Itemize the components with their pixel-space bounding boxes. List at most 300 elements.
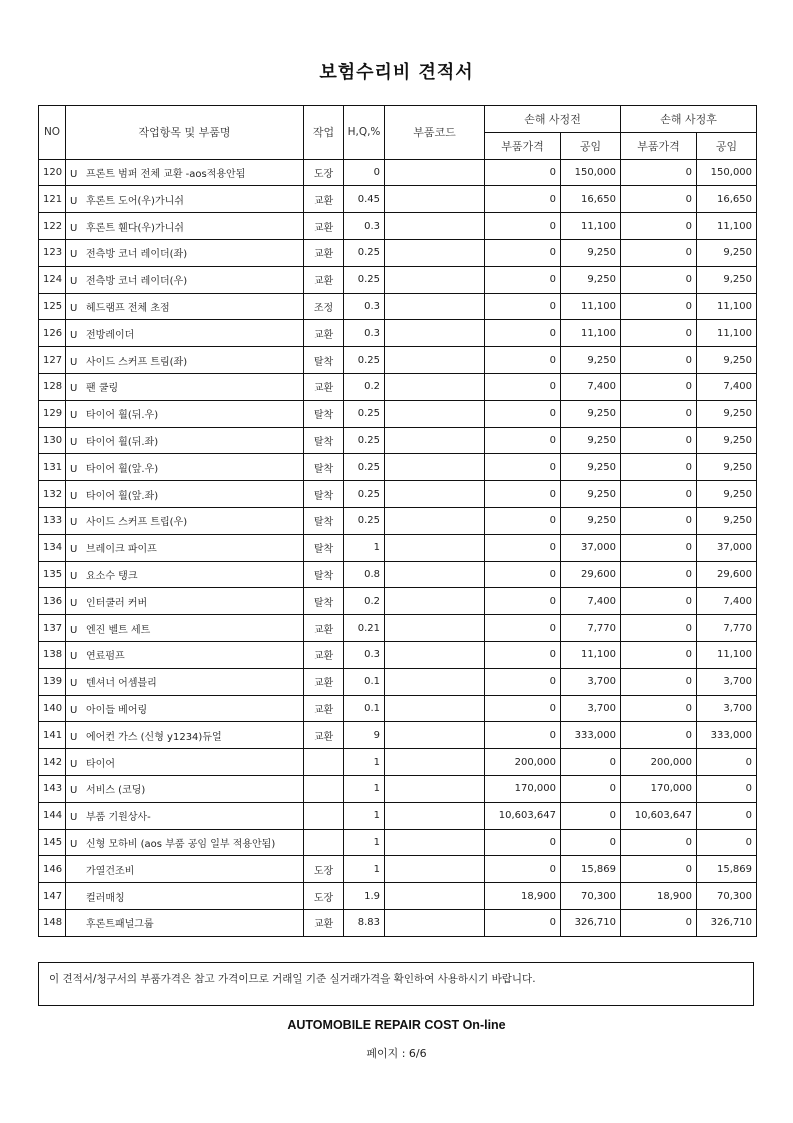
before-labor: 9,250 xyxy=(561,427,621,454)
after-labor: 37,000 xyxy=(697,534,757,561)
table-row xyxy=(39,454,757,481)
after-labor: 15,869 xyxy=(697,856,757,883)
item-name xyxy=(66,883,304,910)
before-part-price: 0 xyxy=(485,266,561,293)
item-name-text: 팬 쿨링 xyxy=(86,383,119,395)
table-row xyxy=(39,802,757,829)
item-name xyxy=(66,481,304,508)
item-name xyxy=(66,454,304,481)
update-flag: U xyxy=(70,302,78,314)
part-code xyxy=(385,722,485,749)
item-name xyxy=(66,829,304,856)
before-labor: 11,100 xyxy=(561,641,621,668)
item-name xyxy=(66,159,304,186)
item-name xyxy=(66,668,304,695)
work-type: 교환 xyxy=(304,266,344,293)
work-type: 교환 xyxy=(304,668,344,695)
table-row xyxy=(39,588,757,615)
before-part-price: 0 xyxy=(485,347,561,374)
table-row xyxy=(39,373,757,400)
work-type: 탈착 xyxy=(304,347,344,374)
table-row xyxy=(39,213,757,240)
row-number: 121 xyxy=(39,186,66,213)
update-flag: U xyxy=(70,249,78,261)
table-row xyxy=(39,695,757,722)
part-code xyxy=(385,829,485,856)
part-code xyxy=(385,266,485,293)
item-name-text: 전방레이더 xyxy=(86,329,135,341)
row-number: 130 xyxy=(39,427,66,454)
hq-value: 0.21 xyxy=(344,615,385,642)
before-part-price: 0 xyxy=(485,320,561,347)
before-labor: 9,250 xyxy=(561,507,621,534)
after-labor: 150,000 xyxy=(697,159,757,186)
header-no: NO xyxy=(39,106,66,160)
table-header xyxy=(39,106,757,160)
update-flag: U xyxy=(70,785,78,797)
item-name xyxy=(66,749,304,776)
part-code xyxy=(385,159,485,186)
after-part-price: 0 xyxy=(621,239,697,266)
before-part-price: 0 xyxy=(485,481,561,508)
item-name xyxy=(66,615,304,642)
update-flag: U xyxy=(70,329,78,341)
hq-value: 1 xyxy=(344,829,385,856)
after-labor: 7,400 xyxy=(697,373,757,400)
before-labor: 11,100 xyxy=(561,213,621,240)
hq-value: 1 xyxy=(344,775,385,802)
after-part-price: 0 xyxy=(621,293,697,320)
after-part-price: 0 xyxy=(621,909,697,936)
after-labor: 7,770 xyxy=(697,615,757,642)
hq-value: 0.3 xyxy=(344,213,385,240)
table-row xyxy=(39,883,757,910)
before-labor: 333,000 xyxy=(561,722,621,749)
update-flag: U xyxy=(70,490,78,502)
item-name-text: 전측방 코너 레이더(우) xyxy=(86,276,188,288)
update-flag: U xyxy=(70,597,78,609)
update-flag: U xyxy=(70,812,78,824)
after-part-price: 200,000 xyxy=(621,749,697,776)
after-labor: 11,100 xyxy=(697,213,757,240)
part-code xyxy=(385,454,485,481)
footer-brand: AUTOMOBILE REPAIR COST On-line xyxy=(287,1018,506,1032)
update-flag: U xyxy=(70,195,78,207)
item-name xyxy=(66,775,304,802)
after-part-price: 0 xyxy=(621,266,697,293)
part-code xyxy=(385,561,485,588)
update-flag: U xyxy=(70,544,78,556)
after-part-price: 0 xyxy=(621,561,697,588)
before-part-price: 0 xyxy=(485,213,561,240)
item-name xyxy=(66,695,304,722)
row-number: 128 xyxy=(39,373,66,400)
part-code xyxy=(385,802,485,829)
before-labor: 0 xyxy=(561,775,621,802)
item-name xyxy=(66,186,304,213)
header-before-labor: 공임 xyxy=(561,132,621,159)
item-name-text: 서비스 (코딩) xyxy=(86,785,146,797)
part-code xyxy=(385,186,485,213)
update-flag: U xyxy=(70,436,78,448)
before-part-price: 0 xyxy=(485,561,561,588)
before-labor: 326,710 xyxy=(561,909,621,936)
after-part-price: 0 xyxy=(621,588,697,615)
part-code xyxy=(385,347,485,374)
after-labor: 9,250 xyxy=(697,347,757,374)
row-number: 143 xyxy=(39,775,66,802)
table-row xyxy=(39,347,757,374)
after-labor: 29,600 xyxy=(697,561,757,588)
after-labor: 11,100 xyxy=(697,641,757,668)
before-labor: 37,000 xyxy=(561,534,621,561)
table-row xyxy=(39,481,757,508)
table-row xyxy=(39,159,757,186)
part-code xyxy=(385,641,485,668)
hq-value: 0 xyxy=(344,159,385,186)
item-name-text: 사이드 스커프 트립(우) xyxy=(86,517,188,529)
item-name-text: 텐셔너 어셈블리 xyxy=(86,678,157,690)
row-number: 129 xyxy=(39,400,66,427)
item-name-text: 에어컨 가스 (신형 y1234)듀얼 xyxy=(86,731,222,743)
row-number: 136 xyxy=(39,588,66,615)
after-part-price: 0 xyxy=(621,722,697,749)
before-part-price: 10,603,647 xyxy=(485,802,561,829)
work-type: 교환 xyxy=(304,615,344,642)
part-code xyxy=(385,909,485,936)
before-part-price: 0 xyxy=(485,239,561,266)
after-part-price: 0 xyxy=(621,347,697,374)
item-name-text: 가열건조비 xyxy=(86,865,135,877)
after-part-price: 0 xyxy=(621,829,697,856)
item-name-text: 연료펌프 xyxy=(86,651,125,663)
after-labor: 3,700 xyxy=(697,695,757,722)
after-labor: 326,710 xyxy=(697,909,757,936)
header-before-assessment: 손해 사정전 xyxy=(485,106,621,133)
row-number: 148 xyxy=(39,909,66,936)
part-code xyxy=(385,507,485,534)
update-flag: U xyxy=(70,383,78,395)
before-part-price: 0 xyxy=(485,856,561,883)
work-type: 탈착 xyxy=(304,534,344,561)
before-labor: 16,650 xyxy=(561,186,621,213)
row-number: 140 xyxy=(39,695,66,722)
hq-value: 0.25 xyxy=(344,427,385,454)
after-labor: 9,250 xyxy=(697,481,757,508)
before-labor: 7,770 xyxy=(561,615,621,642)
work-type: 교환 xyxy=(304,722,344,749)
hq-value: 0.25 xyxy=(344,481,385,508)
after-part-price: 0 xyxy=(621,427,697,454)
before-part-price: 18,900 xyxy=(485,883,561,910)
before-part-price: 0 xyxy=(485,909,561,936)
update-flag: U xyxy=(70,678,78,690)
row-number: 127 xyxy=(39,347,66,374)
before-part-price: 0 xyxy=(485,641,561,668)
update-flag: U xyxy=(70,463,78,475)
header-work: 작업 xyxy=(304,106,344,160)
part-code xyxy=(385,239,485,266)
after-labor: 9,250 xyxy=(697,454,757,481)
item-name xyxy=(66,266,304,293)
work-type: 교환 xyxy=(304,695,344,722)
hq-value: 0.3 xyxy=(344,320,385,347)
row-number: 122 xyxy=(39,213,66,240)
work-type: 도장 xyxy=(304,856,344,883)
table-row xyxy=(39,266,757,293)
before-labor: 0 xyxy=(561,829,621,856)
after-labor: 0 xyxy=(697,829,757,856)
part-code xyxy=(385,775,485,802)
item-name xyxy=(66,213,304,240)
item-name xyxy=(66,347,304,374)
item-name-text: 타이어 휠(앞.좌) xyxy=(86,490,159,502)
work-type: 탈착 xyxy=(304,454,344,481)
work-type: 교환 xyxy=(304,213,344,240)
item-name xyxy=(66,802,304,829)
part-code xyxy=(385,427,485,454)
row-number: 144 xyxy=(39,802,66,829)
item-name xyxy=(66,722,304,749)
header-item: 작업항목 및 부품명 xyxy=(66,106,304,160)
table-row xyxy=(39,561,757,588)
part-code xyxy=(385,615,485,642)
hq-value: 0.25 xyxy=(344,454,385,481)
hq-value: 8.83 xyxy=(344,909,385,936)
hq-value: 9 xyxy=(344,722,385,749)
work-type: 도장 xyxy=(304,159,344,186)
item-name-text: 엔진 벨트 세트 xyxy=(86,624,151,636)
after-part-price: 0 xyxy=(621,534,697,561)
table-row xyxy=(39,668,757,695)
row-number: 139 xyxy=(39,668,66,695)
after-labor: 9,250 xyxy=(697,239,757,266)
item-name-text: 헤드램프 전체 초점 xyxy=(86,302,170,314)
before-part-price: 0 xyxy=(485,293,561,320)
update-flag: U xyxy=(70,222,78,234)
before-labor: 0 xyxy=(561,749,621,776)
before-part-price: 0 xyxy=(485,373,561,400)
table-row xyxy=(39,534,757,561)
before-labor: 3,700 xyxy=(561,695,621,722)
item-name-text: 전측방 코너 레이더(좌) xyxy=(86,249,188,261)
update-flag: U xyxy=(70,276,78,288)
work-type: 교환 xyxy=(304,186,344,213)
after-part-price: 0 xyxy=(621,159,697,186)
after-part-price: 0 xyxy=(621,400,697,427)
table-row xyxy=(39,775,757,802)
before-labor: 11,100 xyxy=(561,320,621,347)
table-row xyxy=(39,749,757,776)
before-part-price: 0 xyxy=(485,454,561,481)
price-notice: 이 견적서/청구서의 부품가격은 참고 가격이므로 거래일 기준 실거래가격을 확인하여 사용하시기 바랍니다. xyxy=(38,962,754,1006)
hq-value: 0.25 xyxy=(344,266,385,293)
before-labor: 9,250 xyxy=(561,454,621,481)
after-part-price: 0 xyxy=(621,213,697,240)
table-row xyxy=(39,427,757,454)
item-name xyxy=(66,507,304,534)
before-part-price: 0 xyxy=(485,400,561,427)
before-part-price: 0 xyxy=(485,668,561,695)
row-number: 123 xyxy=(39,239,66,266)
hq-value: 1 xyxy=(344,534,385,561)
after-labor: 11,100 xyxy=(697,293,757,320)
table-row xyxy=(39,507,757,534)
work-type xyxy=(304,802,344,829)
item-name-text: 타이어 휠(앞.우) xyxy=(86,463,159,475)
hq-value: 0.1 xyxy=(344,668,385,695)
header-after-assessment: 손해 사정후 xyxy=(621,106,757,133)
item-name xyxy=(66,909,304,936)
after-part-price: 18,900 xyxy=(621,883,697,910)
row-number: 145 xyxy=(39,829,66,856)
before-labor: 9,250 xyxy=(561,481,621,508)
item-name xyxy=(66,320,304,347)
item-name-text: 사이드 스커프 트림(좌) xyxy=(86,356,188,368)
part-code xyxy=(385,668,485,695)
before-labor: 7,400 xyxy=(561,588,621,615)
work-type: 교환 xyxy=(304,909,344,936)
table-row xyxy=(39,320,757,347)
row-number: 125 xyxy=(39,293,66,320)
before-labor: 70,300 xyxy=(561,883,621,910)
before-part-price: 170,000 xyxy=(485,775,561,802)
item-name-text: 요소수 탱크 xyxy=(86,570,138,582)
table-row xyxy=(39,829,757,856)
row-number: 135 xyxy=(39,561,66,588)
header-hq: H,Q,% xyxy=(344,106,385,160)
after-labor: 0 xyxy=(697,775,757,802)
item-name-text: 타이어 휠(뒤.좌) xyxy=(86,436,159,448)
work-type: 도장 xyxy=(304,883,344,910)
hq-value: 1.9 xyxy=(344,883,385,910)
item-name xyxy=(66,373,304,400)
hq-value: 0.25 xyxy=(344,400,385,427)
work-type: 탈착 xyxy=(304,427,344,454)
table-row xyxy=(39,909,757,936)
after-part-price: 0 xyxy=(621,454,697,481)
header-after-part-price: 부품가격 xyxy=(621,132,697,159)
row-number: 126 xyxy=(39,320,66,347)
part-code xyxy=(385,534,485,561)
row-number: 120 xyxy=(39,159,66,186)
row-number: 138 xyxy=(39,641,66,668)
row-number: 146 xyxy=(39,856,66,883)
work-type: 탈착 xyxy=(304,588,344,615)
before-part-price: 0 xyxy=(485,615,561,642)
hq-value: 0.25 xyxy=(344,507,385,534)
work-type: 탈착 xyxy=(304,561,344,588)
update-flag: U xyxy=(70,356,78,368)
hq-value: 0.25 xyxy=(344,239,385,266)
row-number: 142 xyxy=(39,749,66,776)
document-title: 보험수리비 견적서 xyxy=(319,62,474,83)
part-code xyxy=(385,373,485,400)
before-labor: 9,250 xyxy=(561,239,621,266)
item-name xyxy=(66,534,304,561)
header-part-code: 부품코드 xyxy=(385,106,485,160)
item-name-text: 부품 기원상사- xyxy=(86,812,151,824)
work-type: 교환 xyxy=(304,320,344,347)
table-body xyxy=(39,159,757,936)
after-labor: 16,650 xyxy=(697,186,757,213)
hq-value: 0.2 xyxy=(344,373,385,400)
update-flag: U xyxy=(70,410,78,422)
item-name-text: 타이어 xyxy=(86,758,115,770)
before-part-price: 0 xyxy=(485,722,561,749)
after-labor: 9,250 xyxy=(697,507,757,534)
before-labor: 150,000 xyxy=(561,159,621,186)
part-code xyxy=(385,400,485,427)
work-type: 교환 xyxy=(304,373,344,400)
after-labor: 0 xyxy=(697,802,757,829)
hq-value: 0.3 xyxy=(344,641,385,668)
after-labor: 7,400 xyxy=(697,588,757,615)
table-row xyxy=(39,400,757,427)
before-labor: 0 xyxy=(561,802,621,829)
table-row xyxy=(39,186,757,213)
before-labor: 7,400 xyxy=(561,373,621,400)
part-code xyxy=(385,213,485,240)
update-flag: U xyxy=(70,517,78,529)
before-labor: 29,600 xyxy=(561,561,621,588)
before-part-price: 0 xyxy=(485,186,561,213)
hq-value: 0.1 xyxy=(344,695,385,722)
row-number: 141 xyxy=(39,722,66,749)
before-labor: 9,250 xyxy=(561,347,621,374)
work-type: 탈착 xyxy=(304,400,344,427)
after-part-price: 0 xyxy=(621,507,697,534)
page-number: 페이지 : 6/6 xyxy=(366,1047,427,1060)
row-number: 131 xyxy=(39,454,66,481)
after-labor: 70,300 xyxy=(697,883,757,910)
before-part-price: 0 xyxy=(485,534,561,561)
item-name-text: 아이들 베어링 xyxy=(86,704,148,716)
after-part-price: 0 xyxy=(621,320,697,347)
part-code xyxy=(385,293,485,320)
item-name xyxy=(66,293,304,320)
before-part-price: 200,000 xyxy=(485,749,561,776)
part-code xyxy=(385,749,485,776)
work-type: 탈착 xyxy=(304,481,344,508)
part-code xyxy=(385,588,485,615)
part-code xyxy=(385,856,485,883)
table-row xyxy=(39,293,757,320)
before-part-price: 0 xyxy=(485,695,561,722)
before-labor: 15,869 xyxy=(561,856,621,883)
update-flag: U xyxy=(70,731,78,743)
work-type: 조정 xyxy=(304,293,344,320)
row-number: 137 xyxy=(39,615,66,642)
item-name-text: 후론트 도어(우)가니쉬 xyxy=(86,195,184,207)
after-labor: 0 xyxy=(697,749,757,776)
work-type: 교환 xyxy=(304,239,344,266)
item-name-text: 후론트 휀다(우)가니쉬 xyxy=(86,222,184,234)
after-part-price: 0 xyxy=(621,641,697,668)
part-code xyxy=(385,695,485,722)
item-name xyxy=(66,561,304,588)
item-name xyxy=(66,856,304,883)
work-type xyxy=(304,829,344,856)
item-name-text: 신형 모하비 (aos 부품 공임 일부 적용안됨) xyxy=(86,838,276,850)
before-labor: 9,250 xyxy=(561,266,621,293)
after-part-price: 0 xyxy=(621,481,697,508)
row-number: 133 xyxy=(39,507,66,534)
row-number: 147 xyxy=(39,883,66,910)
hq-value: 0.2 xyxy=(344,588,385,615)
after-labor: 9,250 xyxy=(697,427,757,454)
item-name-text: 인터쿨러 커버 xyxy=(86,597,148,609)
